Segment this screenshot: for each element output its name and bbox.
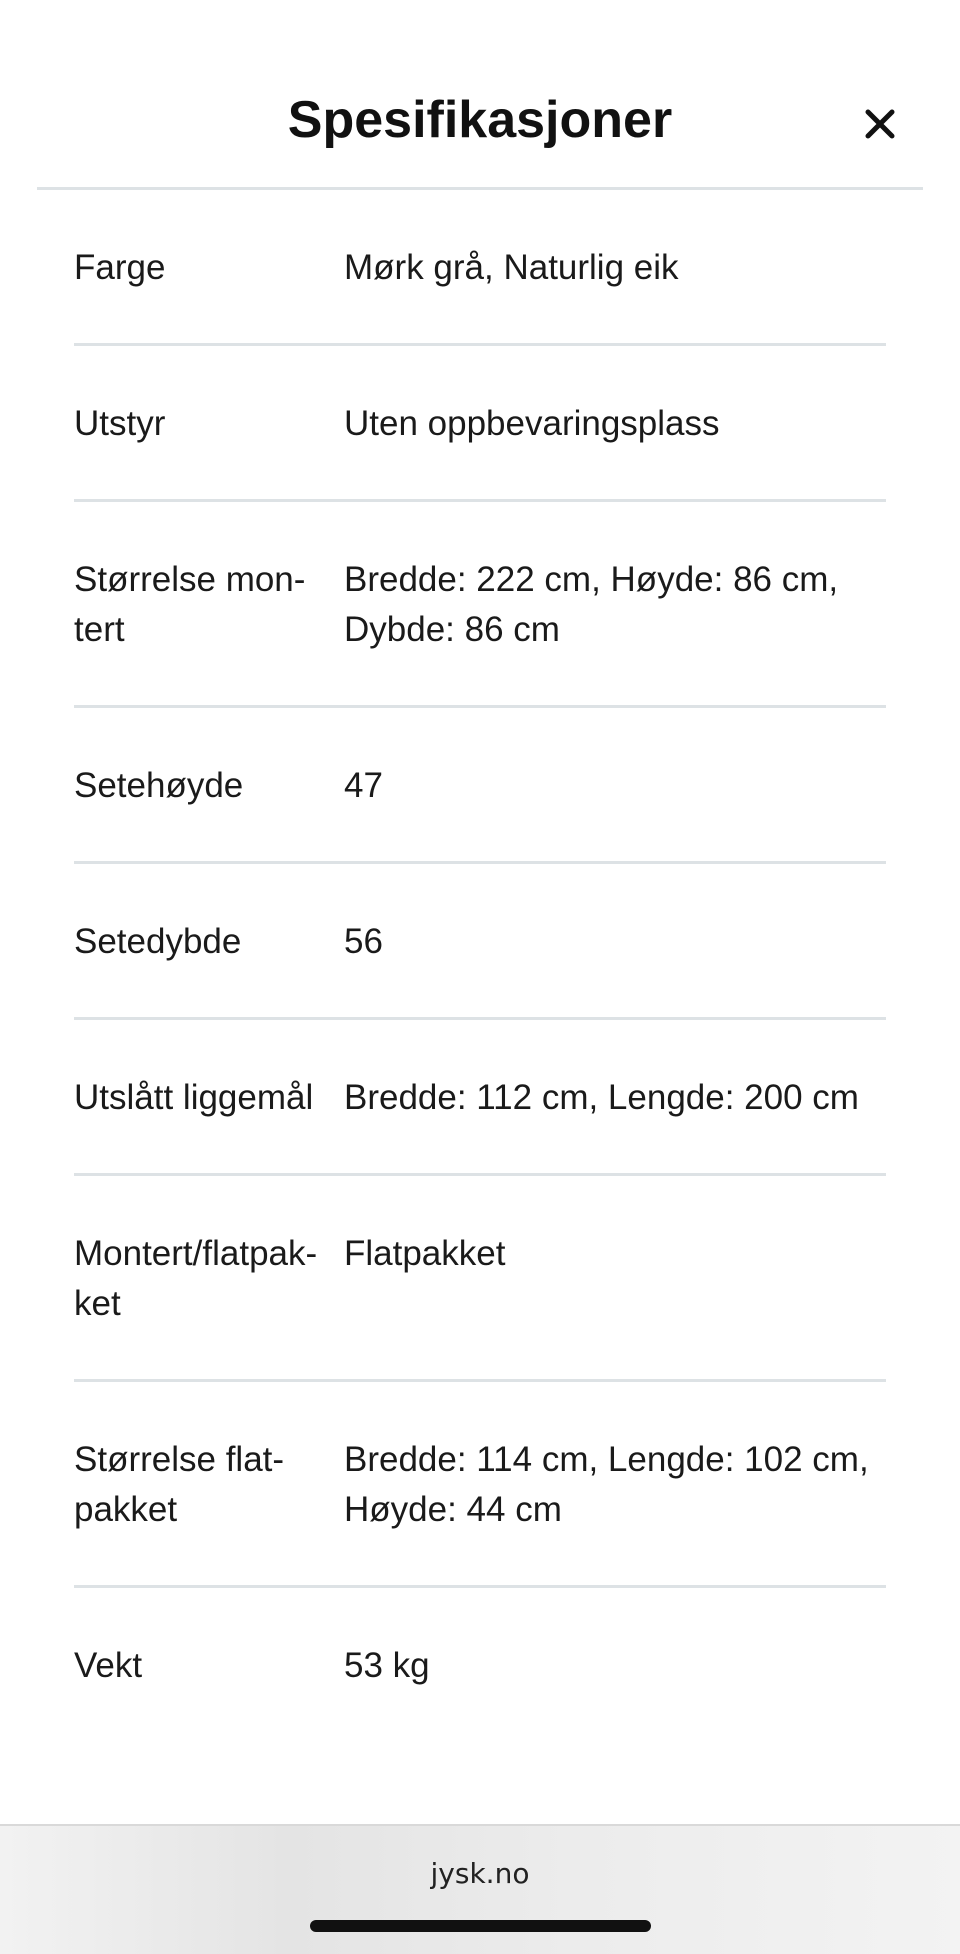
specifications-list <box>74 190 886 1741</box>
spec-label: Vekt <box>74 1646 143 1685</box>
spec-row-setehoyde <box>74 708 886 864</box>
spec-row-farge <box>74 190 886 346</box>
close-button[interactable] <box>856 100 904 148</box>
spec-value: Uten oppbevaringsplass <box>344 404 720 443</box>
spec-row-utslatt-liggemal <box>74 1020 886 1176</box>
url-bar[interactable]: jysk.no <box>430 1857 530 1890</box>
spec-label: Setehøyde <box>74 766 244 805</box>
spec-value: Bredde: 222 cm, Høyde: 86 cm, Dybde: 86 cm <box>344 560 839 649</box>
spec-value: Mørk grå, Naturlig eik <box>344 248 679 287</box>
spec-label: Setedybde <box>74 922 242 961</box>
spec-value: Bredde: 114 cm, Lengde: 102 cm, Høyde: 44 cm <box>344 1440 869 1529</box>
spec-value: 47 <box>344 766 383 805</box>
spec-label: Montert/flatpak- ket <box>74 1234 318 1323</box>
close-icon <box>856 100 904 148</box>
spec-label: Farge <box>74 248 166 287</box>
spec-value: 53 kg <box>344 1646 430 1685</box>
browser-bottom-bar <box>0 1824 960 1954</box>
spec-row-utstyr <box>74 346 886 502</box>
spec-value: Bredde: 112 cm, Lengde: 200 cm <box>344 1078 859 1117</box>
spec-value: 56 <box>344 922 383 961</box>
home-indicator[interactable] <box>310 1920 651 1932</box>
spec-row-vekt <box>74 1588 886 1741</box>
spec-row-setedybde <box>74 864 886 1020</box>
spec-label: Utslått liggemål <box>74 1078 314 1117</box>
spec-row-montert-flatpakket <box>74 1176 886 1382</box>
spec-label: Størrelse flat- pakket <box>74 1440 285 1529</box>
spec-value: Flatpakket <box>344 1234 506 1273</box>
spec-row-storrelse-flatpakket <box>74 1382 886 1588</box>
page-title: Spesifikasjoner <box>287 91 673 149</box>
modal-header <box>0 0 960 188</box>
spec-label: Størrelse mon- tert <box>74 560 306 649</box>
spec-label: Utstyr <box>74 404 166 443</box>
spec-row-storrelse-montert <box>74 502 886 708</box>
